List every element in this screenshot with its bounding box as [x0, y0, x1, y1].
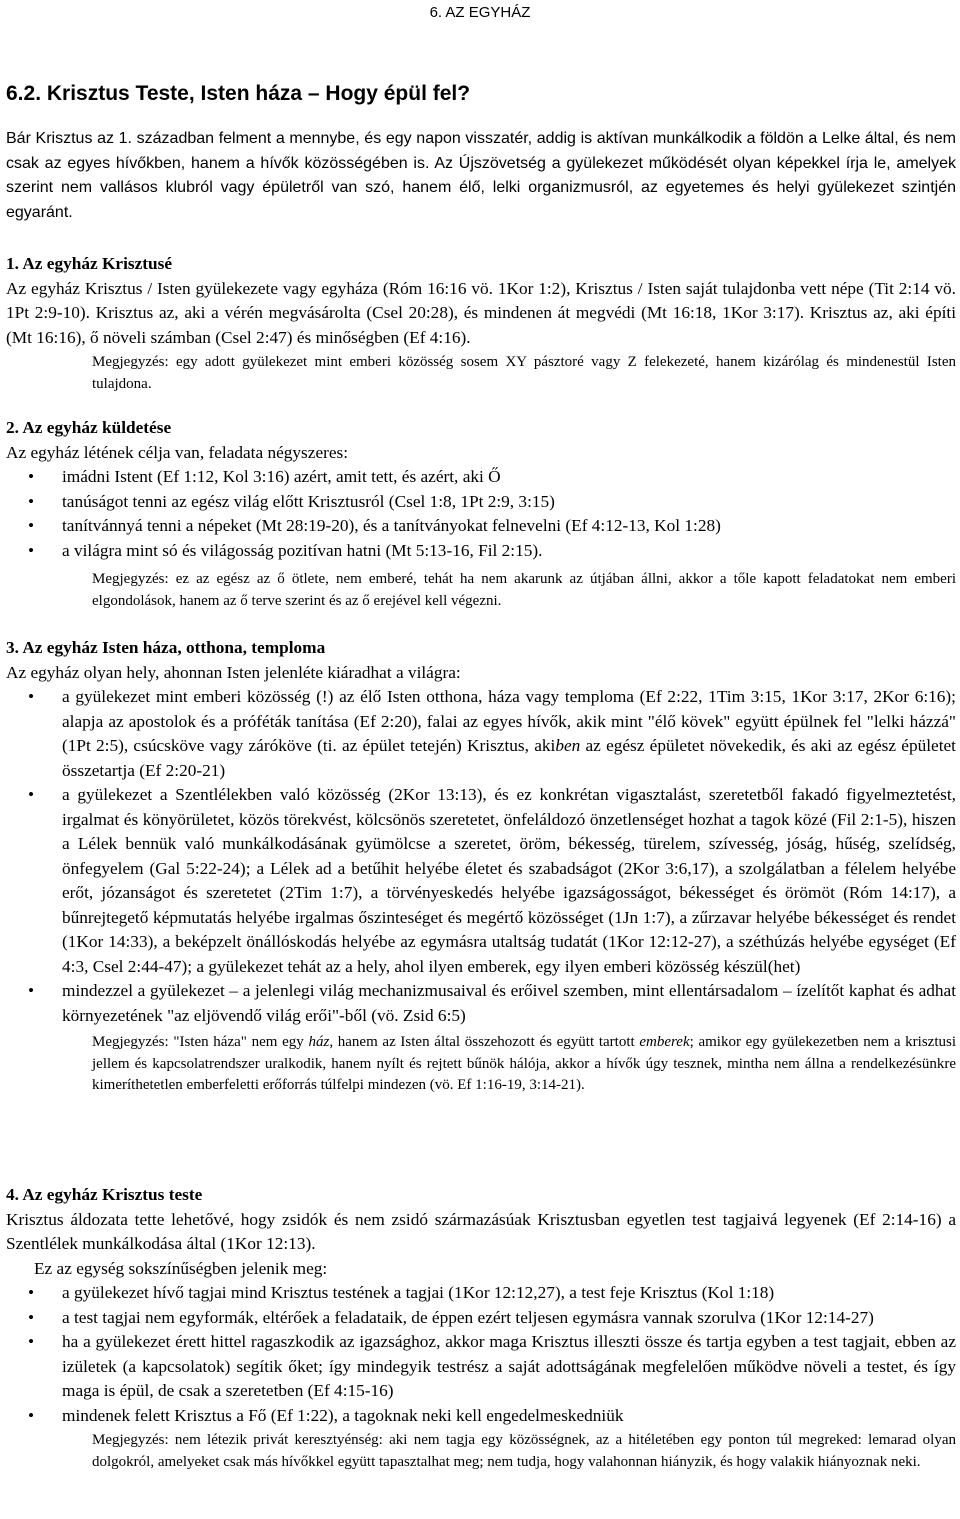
section-3: [6, 636, 956, 1097]
section-4-list: [6, 1281, 956, 1428]
list-item: • a világra mint só és világosság pozitívan hatni (Mt 5:13-16, Fil 2:15).: [6, 539, 956, 564]
section-4-note: Megjegyzés: nem létezik privát keresztyénség: aki nem tagja egy közösségnek, az a hitéletében egy ponton túl megreked: lemarad olyan dolgokról, amelyeket csak más hívőkkel együtt tapasztalhat meg; nem tudja, hogy valahonnan hiányzik, és hogy valakik hiányoznak neki.: [92, 1432, 956, 1470]
section-2-list: [6, 465, 956, 563]
section-1-heading: 1. Az egyház Krisztusé: [6, 254, 173, 273]
section-4-heading: 4. Az egyház Krisztus teste: [6, 1185, 203, 1204]
running-header: 6. AZ EGYHÁZ: [429, 4, 531, 21]
section-3-note: Megjegyzés: "Isten háza" nem egy ház, hanem az Isten által összehozott és együtt tartott emberek; amikor egy gyülekezetben nem a krisztusi jellem és kapcsolatrendszer uralkodik, hanem nyílt és rejtett bűnök hálója, akkor a hívők úgy tesznek, mintha nem állna a rendelkezésünkre kimeríthetetlen emberfeletti erőforrás túlfelpi mindezen (vö. Ef 1:16-19, 3:14-21).: [92, 1034, 957, 1093]
section-1: [6, 252, 956, 395]
section-2-note: Megjegyzés: ez az egész az ő ötlete, nem emberé, tehát ha nem akarunk az útjában állni, akkor a tőle kapott feladatokat nem emberi elgondolások, hanem az ő terve szerint és az ő erejével kell végezni.: [92, 571, 956, 609]
list-item: • mindenek felett Krisztus a Fő (Ef 1:22), a tagoknak neki kell engedelmeskedniük: [6, 1404, 956, 1429]
section-3-list: [6, 685, 956, 1028]
section-1-text: Az egyház Krisztus / Isten gyülekezete vagy egyháza (Róm 16:16 vö. 1Kor 1:2), Krisztus / Isten saját tulajdonba vett népe (Tit 2:14 vö. 1Pt 2:9-10). Krisztus az, aki a vérén megvásárolta (Csel 20:28), és mindenen át megvédi (Mt 16:18, 1Kor 3:17). Krisztus az, aki építi (Mt 16:16), ő növeli számban (Csel 2:47) és minőségben (Ef 4:16).: [6, 278, 956, 347]
intro-paragraph: Bár Krisztus az 1. században felment a mennybe, és egy napon visszatér, addig is aktívan munkálkodik a földön a Lelke által, és nem csak az egyes hívőkben, hanem a hívők közösségében is. Az Újszövetség a gyülekezet működését olyan képekkel írja le, amelyek szerint nem vallásos klubról vagy épületről van szó, hanem élő, lelki organizmusról, az egyetemes és helyi gyülekezet szintjén egyaránt.: [6, 130, 956, 221]
list-item: • ha a gyülekezet érett hittel ragaszkodik az igazsághoz, akkor maga Krisztus illeszti össze és tartja egyben a test tagjait, ebben az izületek (a kapcsolatok) segítik őket; így mindegyik testrész a saját adottságának megfelelően működve növeli a testet, és így maga is épül, de csak a szeretetben (Ef 4:15-16): [6, 1330, 956, 1404]
section-2-heading: 2. Az egyház küldetése: [6, 418, 172, 437]
section-3-heading: 3. Az egyház Isten háza, otthona, temploma: [6, 638, 326, 657]
section-4-lead: Ez az egység sokszínűségben jelenik meg:: [34, 1258, 328, 1278]
list-item: • tanúságot tenni az egész világ előtt Krisztusról (Csel 1:8, 1Pt 2:9, 3:15): [6, 490, 956, 515]
list-item: • a gyülekezet hívő tagjai mind Krisztus testének a tagjai (1Kor 12:12,27), a test feje Krisztus (Kol 1:18): [6, 1281, 956, 1306]
list-item: • a gyülekezet mint emberi közösség (!) az élő Isten otthona, háza vagy temploma (Ef 2:22, 1Tim 3:15, 1Kor 3:17, 2Kor 6:16); alapja az apostolok és a próféták tanítása (Ef 2:20), falai az egyes hívők, akik mint "élő kövek" együtt épülnek fel "lelki házzá" (1Pt 2:5), csúcsköve vagy záróköve (ti. az épület tetején) Krisztus, akiben az egész épületet növekedik, és aki az egész épületet összetartja (Ef 2:20-21): [6, 685, 956, 783]
section-4-text: Krisztus áldozata tette lehetővé, hogy zsidók és nem zsidó származásúak Krisztusban egyetlen test tagjaivá legyenek (Ef 2:14-16) a Szentlélek munkálkodása által (1Kor 12:13).: [6, 1209, 956, 1253]
section-2: [6, 416, 956, 612]
list-item: • a test tagjai nem egyformák, eltérőek a feladataik, de éppen ezért teljesen egymásra vannak szorulva (1Kor 12:14-27): [6, 1306, 956, 1331]
section-title: 6.2. Krisztus Teste, Isten háza – Hogy épül fel?: [6, 82, 471, 105]
section-3-lead: Az egyház olyan hely, ahonnan Isten jelenléte kiáradhat a világra:: [6, 662, 461, 682]
list-item: • imádni Istent (Ef 1:12, Kol 3:16) azért, amit tett, és azért, aki Ő: [6, 465, 956, 490]
list-item: • mindezzel a gyülekezet – a jelenlegi világ mechanizmusaival és erőivel szemben, mint ellentársadalom – ízelítőt kaphat és adhat környezetének "az eljövendő világ erői"-ből (vö. Zsid 6:5): [6, 979, 956, 1028]
list-item: • a gyülekezet a Szentlélekben való közösség (2Kor 13:13), és ez konkrétan vigasztalást, szeretetből fakadó figyelmeztetést, irgalmat és könyörületet, közös törekvést, kölcsönös szeretetet, önfeláldozó önzetlenséget hozhat a tagok közé (Fil 2:1-5), hiszen a Lélek bennük való munkálkodásának gyümölcse a szeretet, öröm, békesség, türelem, szívesség, jóság, hűség, szelídség, önfegyelem (Gal 5:22-24); a Lélek ad a betűhit helyébe életet és szabadságot (2Kor 3:6,17), a szolgálatban a félelem helyébe erőt, józanságot és szeretetet (2Tim 1:7), a törvényeskedés helyébe igazságosságot, békességet és örömöt (Róm 14:17), a bűnrejtegető képmutatás helyébe irgalmas őszinteséget és megértő közösséget (1Jn 1:7), a zűrzavar helyébe békességet és rendet (1Kor 14:33), a beképzelt önállóskodás helyébe az egymásra utaltság tudatát (1Kor 12:12-27), a széthúzás helyébe egységet (Ef 4:3, Csel 2:44-47); a gyülekezet tehát az a hely, ahol ilyen emberek, egy ilyen emberi közösség készül(het): [6, 783, 956, 979]
section-1-note: Megjegyzés: egy adott gyülekezet mint emberi közösség sosem XY pásztoré vagy Z felekezeté, hanem kizárólag és mindenestül Isten tulajdona.: [92, 354, 956, 392]
section-2-lead: Az egyház létének célja van, feladata négyszeres:: [6, 442, 349, 462]
section-4: [6, 1183, 956, 1473]
list-item: • tanítvánnyá tenni a népeket (Mt 28:19-20), és a tanítványokat felnevelni (Ef 4:12-13, Kol 1:28): [6, 514, 956, 539]
